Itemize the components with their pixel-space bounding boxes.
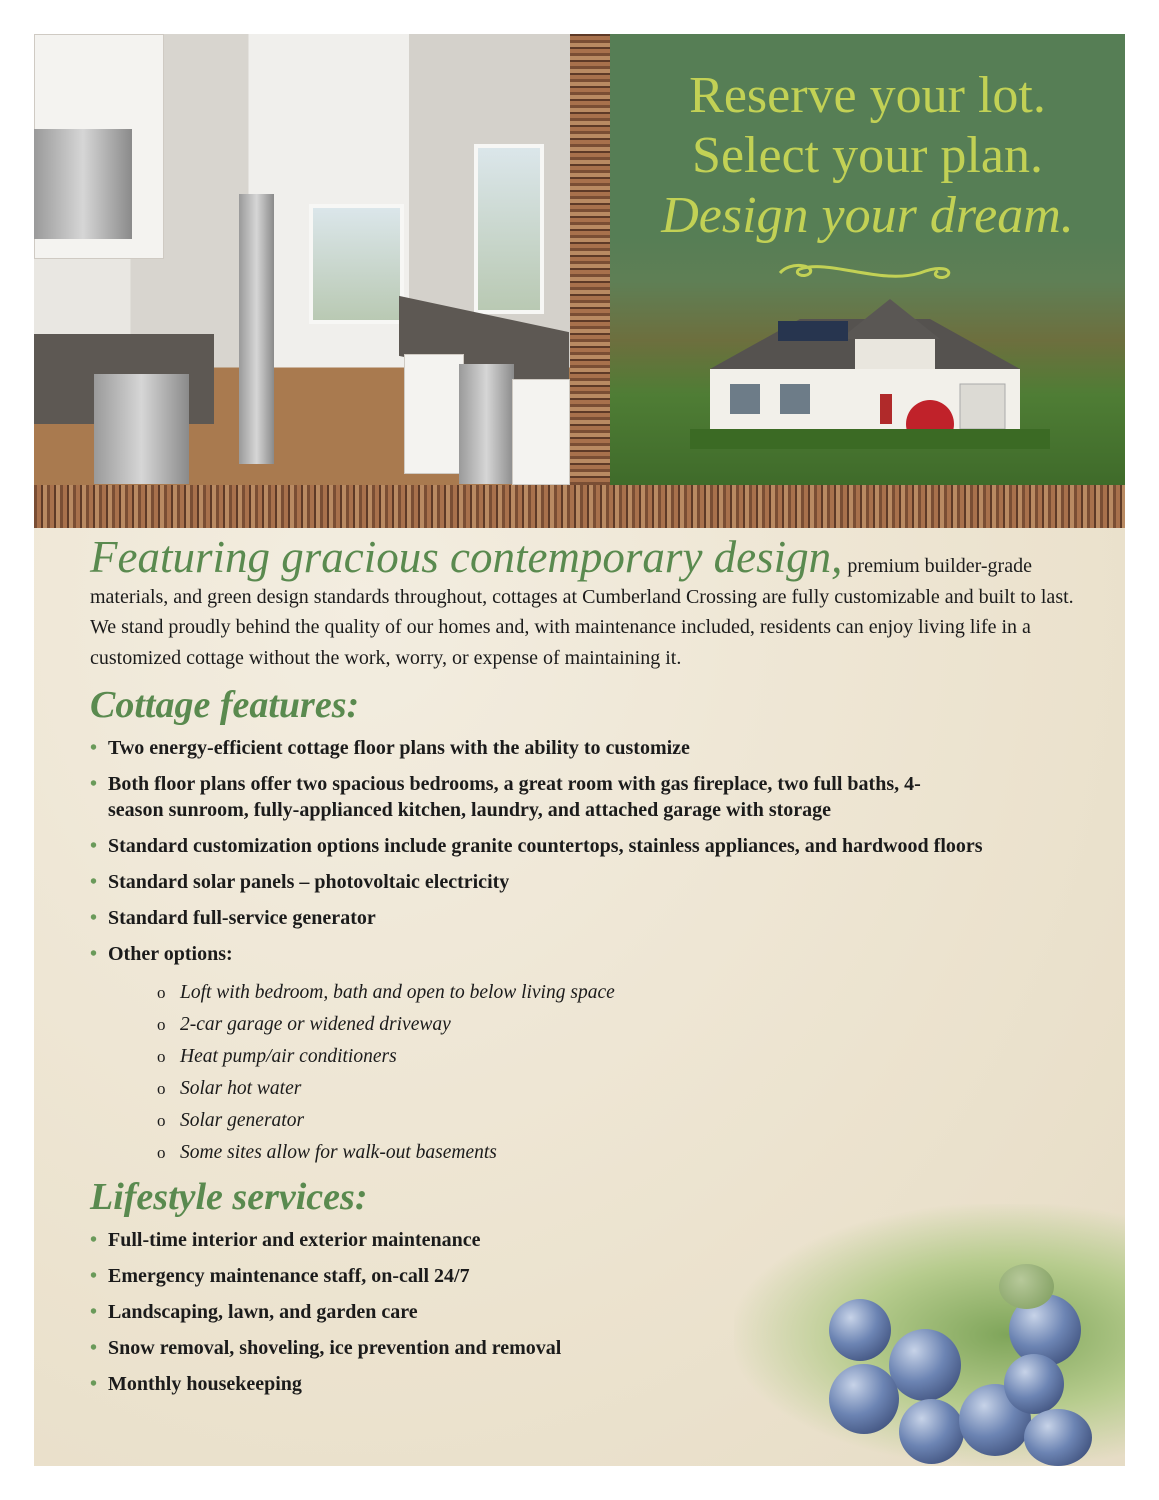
bullet-icon: • — [90, 907, 98, 929]
list-item: • Full-time interior and exterior maintenance — [90, 1229, 481, 1251]
cottage-features-list — [90, 735, 1100, 967]
intro-body: premium builder-grade materials, and green design standards throughout, cottages at Cumberland Crossing are fully customizable and built to last. We stand proudly behind the quality of our homes and, with maintenance included, residents can enjoy living life in a customized cottage without the work, worry, or expense of maintaining it. — [90, 555, 1074, 669]
list-item: • Snow removal, shoveling, ice prevention and removal — [90, 1337, 562, 1359]
sub-list-item: o Solar hot water — [157, 1073, 1100, 1105]
list-item: • Standard solar panels – photovoltaic electricity — [90, 871, 510, 893]
bullet-icon: • — [90, 1265, 98, 1287]
sub-list-item: o Heat pump/air conditioners — [157, 1041, 1100, 1073]
bark-divider-horizontal — [34, 485, 1125, 528]
bullet-icon: • — [90, 773, 98, 795]
list-item: • Standard customization options include granite countertops, stainless appliances, and hardwood floors — [90, 835, 983, 857]
bullet-icon: • — [90, 943, 98, 965]
lifestyle-services-heading: Lifestyle services: — [90, 1176, 368, 1218]
sub-bullet-icon: o — [157, 1111, 166, 1130]
cottage-house-image — [690, 299, 1050, 449]
content — [90, 532, 1100, 1407]
tagline-line3: Design your dream. — [661, 187, 1074, 244]
bullet-icon: • — [90, 871, 98, 893]
brochure-page — [34, 34, 1125, 1466]
intro-lead: Featuring gracious contemporary design, — [90, 532, 843, 582]
bullet-icon: • — [90, 737, 98, 759]
lifestyle-services-list — [90, 1227, 1100, 1397]
list-item: • Emergency maintenance staff, on-call 24/7 — [90, 1265, 470, 1287]
sub-bullet-icon: o — [157, 1047, 166, 1066]
kitchen-photo — [34, 34, 570, 485]
sub-list-item: o Solar generator — [157, 1105, 1100, 1137]
list-item: • Monthly housekeeping — [90, 1373, 302, 1395]
tagline-line1: Reserve your lot. — [689, 67, 1046, 124]
cottage-features-heading: Cottage features: — [90, 684, 360, 726]
sub-bullet-icon: o — [157, 1015, 166, 1034]
list-item: • Two energy-efficient cottage floor plans with the ability to customize — [90, 737, 690, 759]
sub-list-item: o Loft with bedroom, bath and open to below living space — [157, 977, 1100, 1009]
bullet-icon: • — [90, 835, 98, 857]
intro-paragraph — [90, 532, 1100, 673]
house-photo-panel — [610, 34, 1125, 485]
bullet-icon: • — [90, 1373, 98, 1395]
sub-list-item: o Some sites allow for walk-out basements — [157, 1137, 1100, 1169]
bullet-icon: • — [90, 1337, 98, 1359]
sub-bullet-icon: o — [157, 1079, 166, 1098]
list-item: • Other options: — [90, 943, 233, 965]
bark-divider-vertical — [570, 34, 610, 485]
swash-ornament-icon — [770, 259, 960, 285]
sub-list-item: o 2-car garage or widened driveway — [157, 1009, 1100, 1041]
other-options-list — [157, 977, 1100, 1169]
list-item: • Landscaping, lawn, and garden care — [90, 1301, 418, 1323]
sub-bullet-icon: o — [157, 983, 166, 1002]
bullet-icon: • — [90, 1229, 98, 1251]
list-item: • Standard full-service generator — [90, 907, 376, 929]
list-item: • Both floor plans offer two spacious bedrooms, a great room with gas fireplace, two full baths, 4-season sunroom, fully-applianced kitchen, laundry, and attached garage with storage — [90, 773, 921, 821]
sub-bullet-icon: o — [157, 1143, 166, 1162]
tagline-line2: Select your plan. — [692, 127, 1043, 184]
bullet-icon: • — [90, 1301, 98, 1323]
